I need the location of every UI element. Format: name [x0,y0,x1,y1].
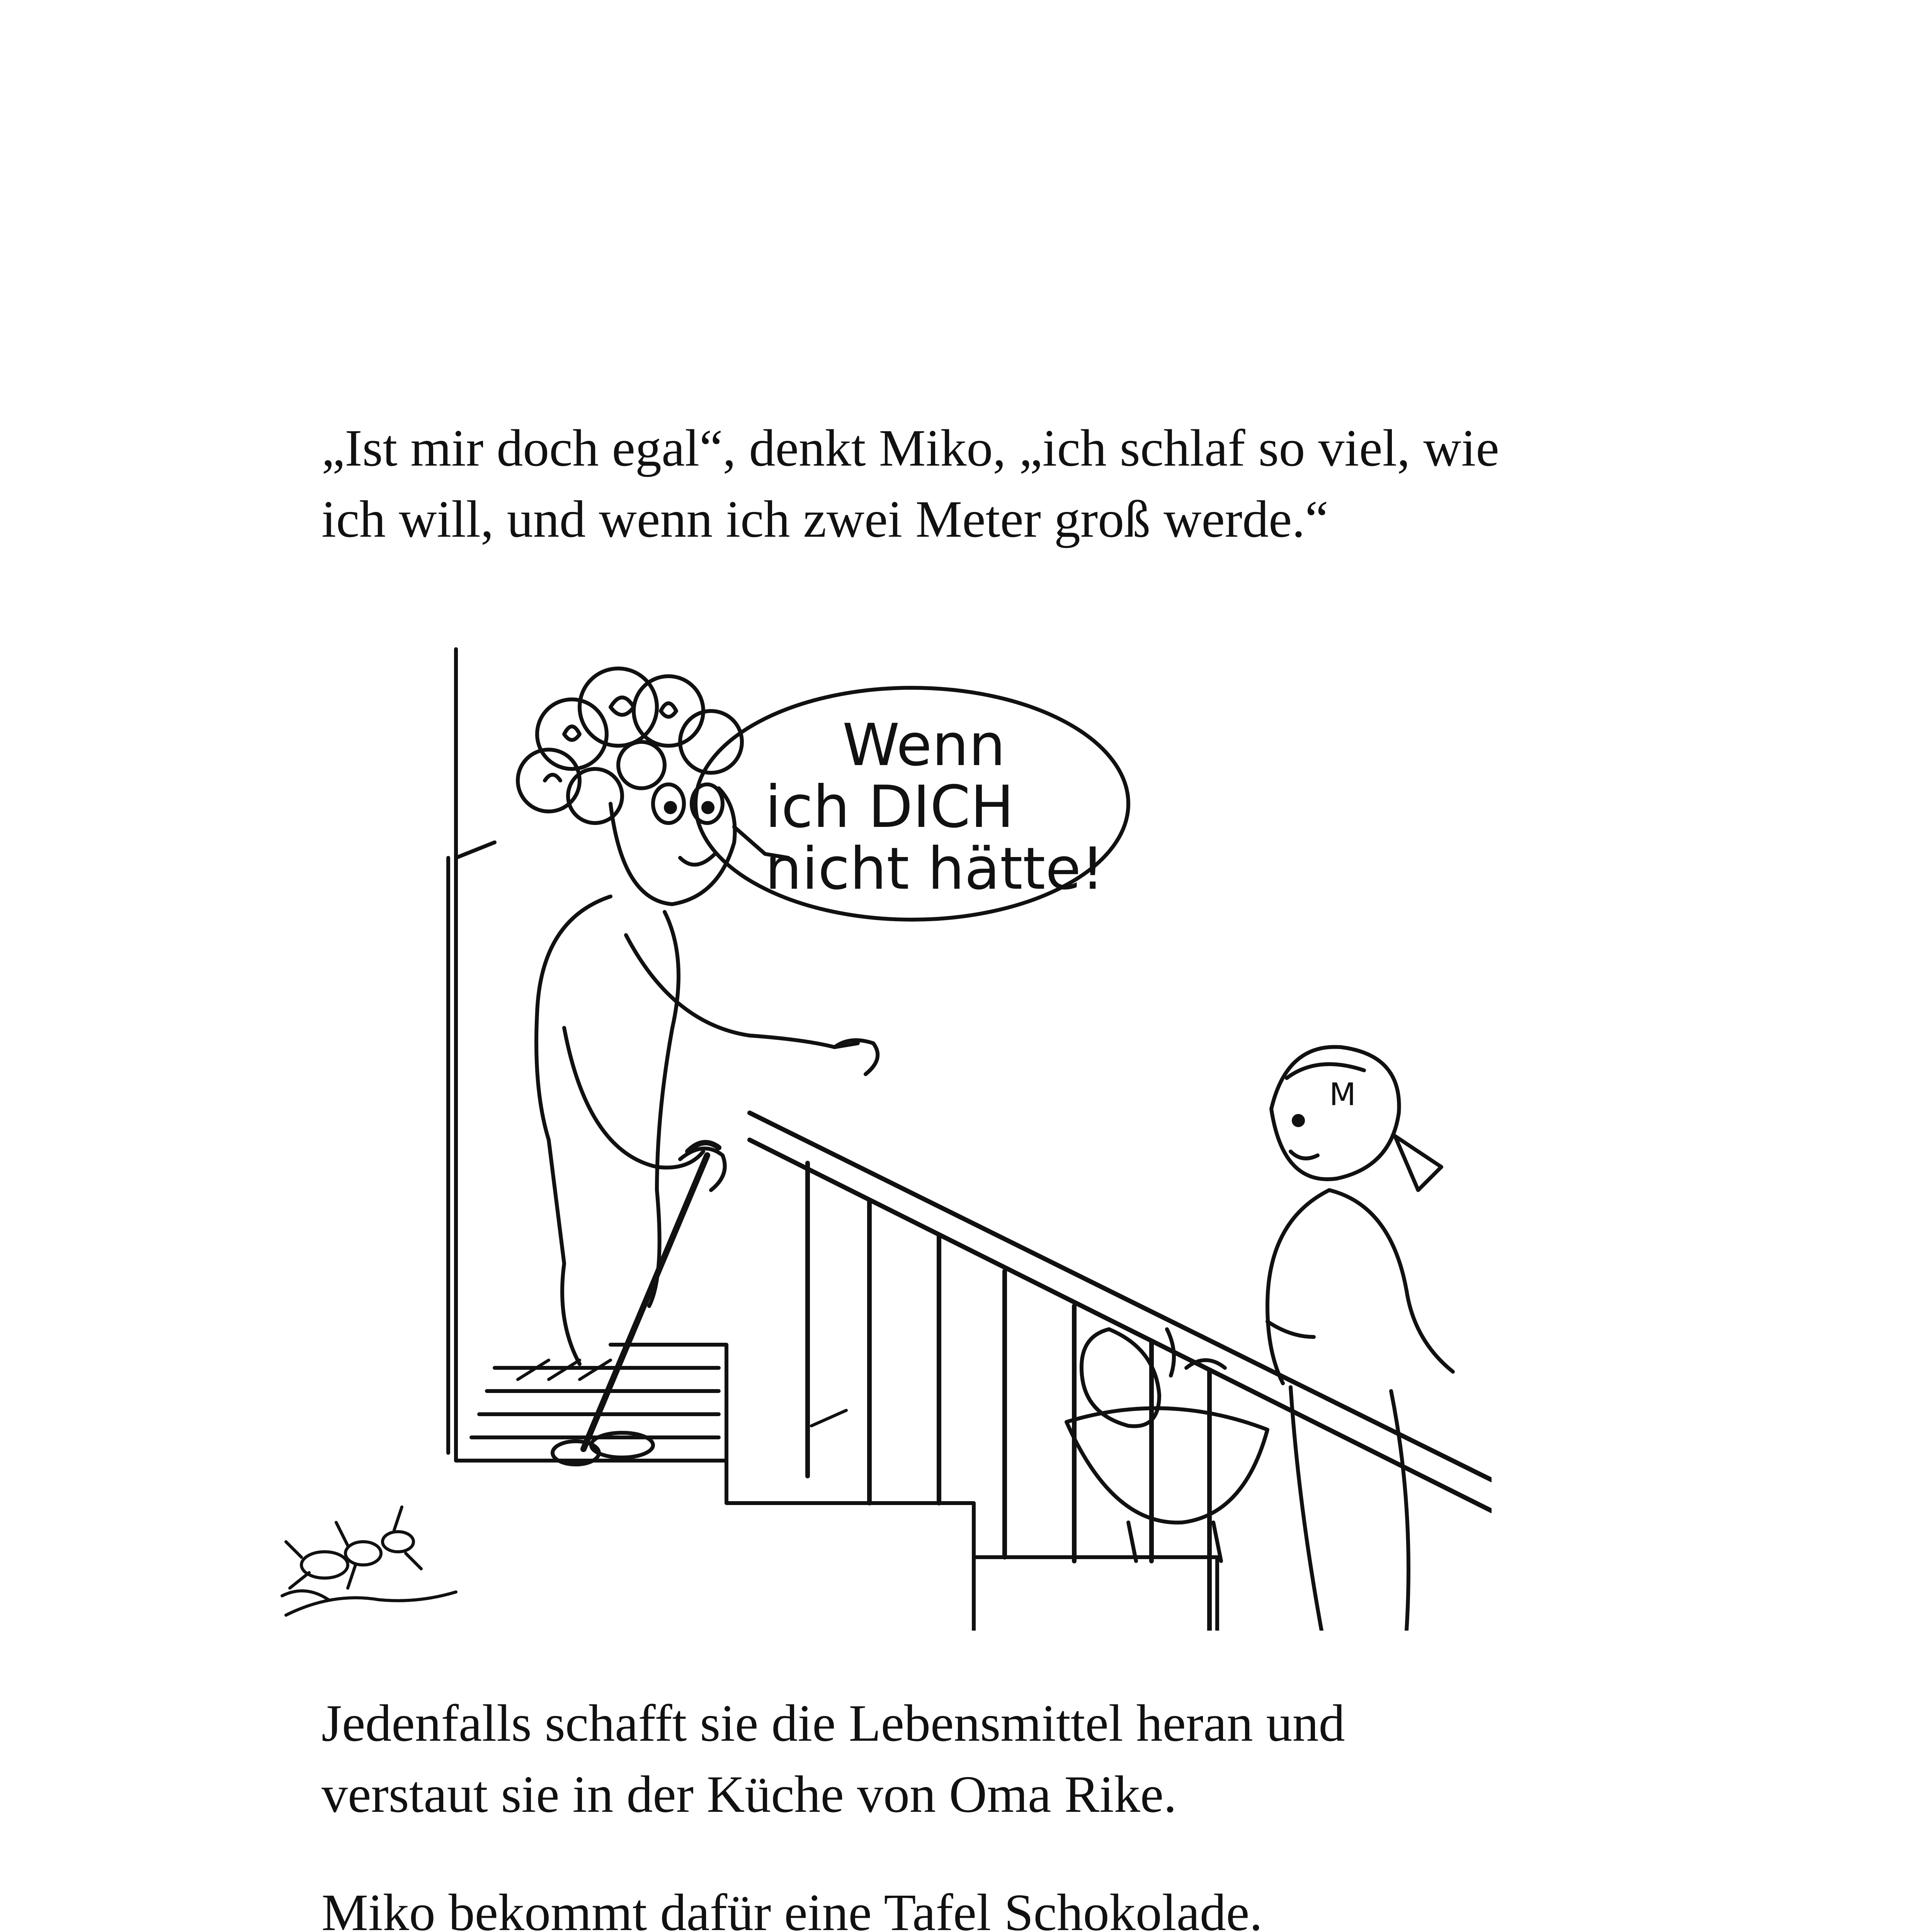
paragraph-miko-thought [321,413,1635,555]
shopping-basket [1067,1329,1267,1561]
paragraph-chocolate [321,1877,1635,1932]
text-line: Miko bekommt dafür eine Tafel Schokolade. [321,1884,1263,1932]
bubble-line-3: nicht hätte! [765,835,1104,903]
text-line: „Ist mir doch egal“, denkt Miko, „ich schlaf so viel, wie [321,419,1499,477]
speech-bubble-text [765,712,1104,903]
svg-text:M: M [1329,1077,1356,1112]
text-line: Jedenfalls schafft sie die Lebensmittel heran und [321,1694,1345,1752]
door-frame [448,649,495,1461]
text-line: ich will, und wenn ich zwei Meter groß werde.“ [321,490,1328,548]
balusters [808,1163,1209,1631]
miko-figure [1267,1047,1453,1631]
stairs [456,1345,1217,1631]
handrail [750,1113,1492,1511]
bubble-line-1: Wenn [842,712,1005,779]
insects-drawing [282,1507,456,1615]
paragraph-groceries [321,1688,1635,1830]
bubble-line-2: ich DICH [765,774,1014,841]
story-illustration [278,641,1492,1631]
text-line: verstaut sie in der Küche von Oma Rike. [321,1765,1177,1823]
